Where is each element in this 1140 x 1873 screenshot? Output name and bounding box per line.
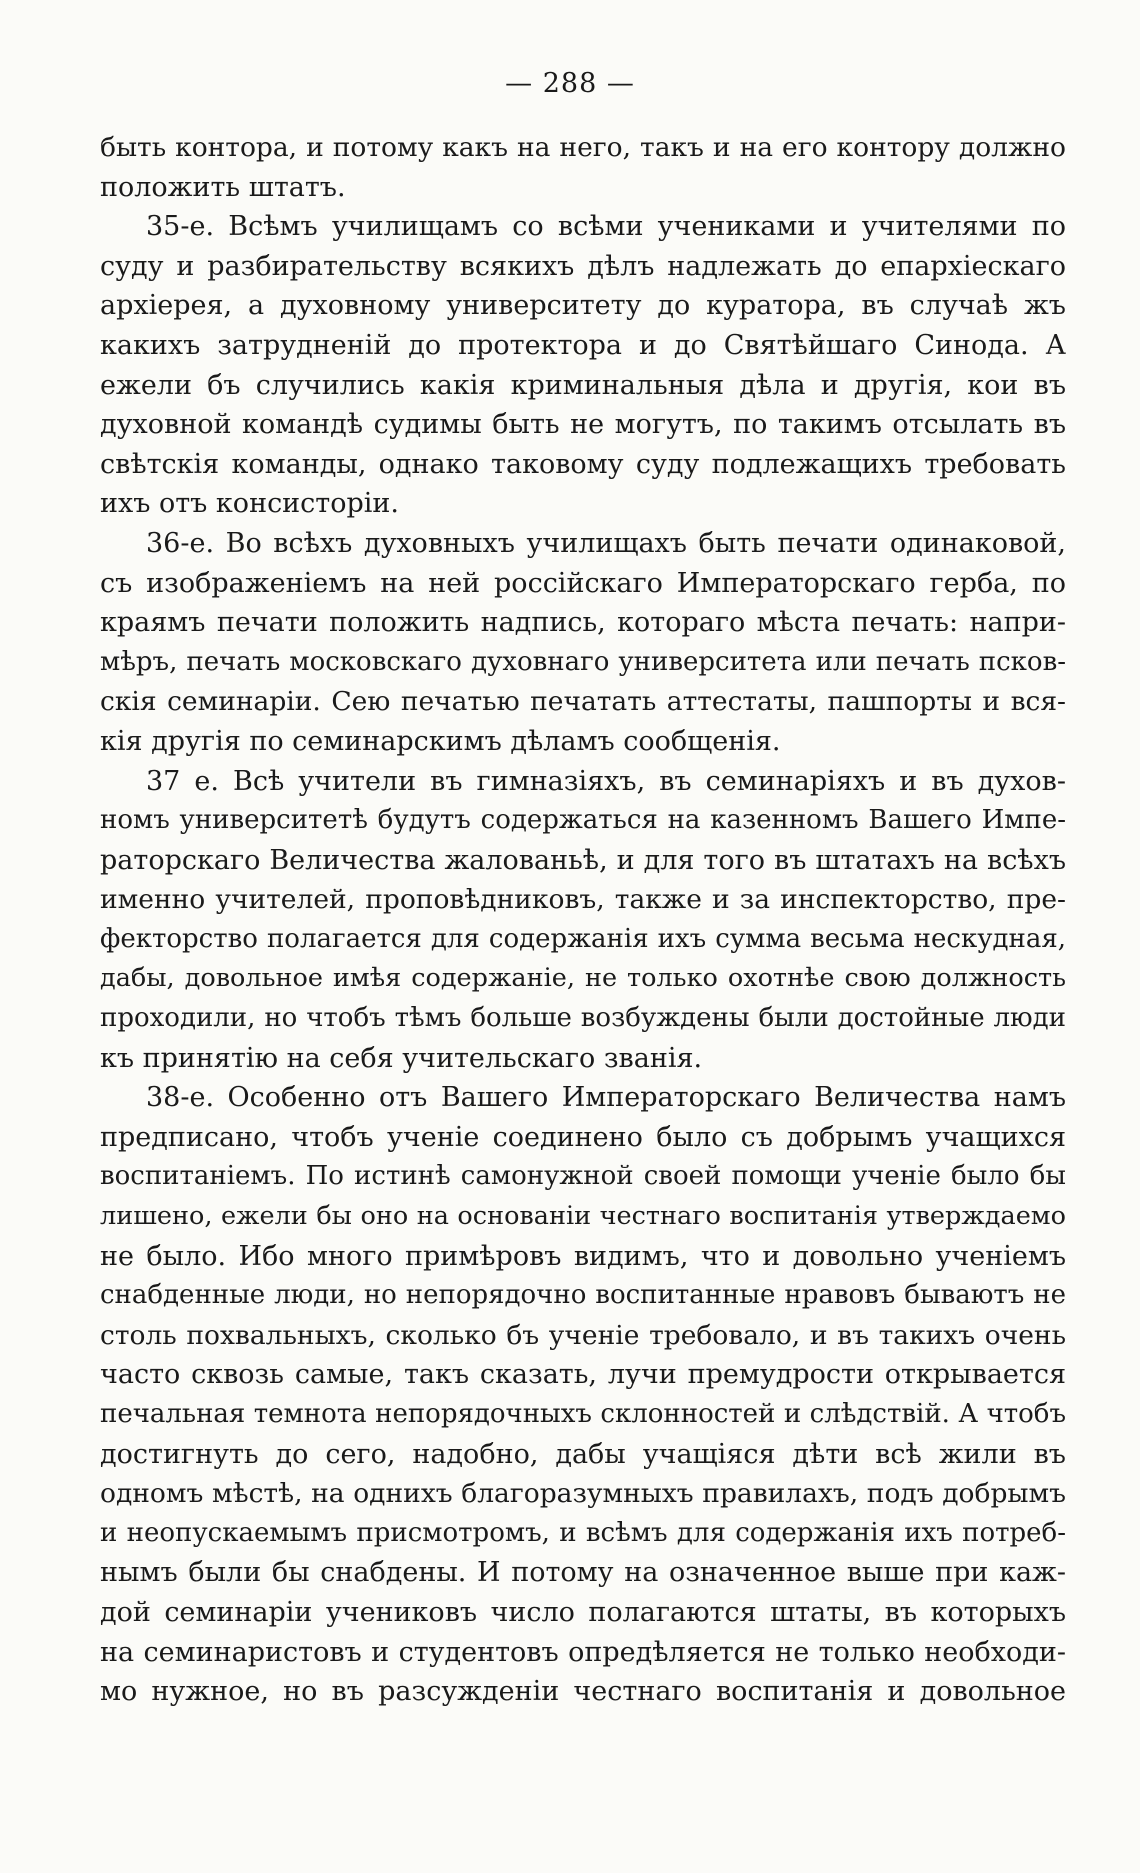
text-line: быть контора, и потому какъ на него, такъ и на его контору должно bbox=[100, 132, 1066, 163]
text-line: снабденные люди, но непорядочно воспитанные нравовъ бываютъ не bbox=[100, 1280, 1066, 1311]
text-line: мѣръ, печать московскаго духовнаго университета или печать псков- bbox=[100, 646, 1066, 677]
page-number: — 288 — bbox=[505, 68, 635, 99]
text-line: лишено, ежели бы оно на основаніи честнаго воспитанія утверждаемо bbox=[100, 1201, 1066, 1232]
text-line: не было. Ибо много примѣровъ видимъ, что и довольно ученіемъ bbox=[100, 1240, 1066, 1272]
text-line: дабы, довольное имѣя содержаніе, не только охотнѣе свою должность bbox=[100, 963, 1066, 994]
text-line: 35-е. Всѣмъ училищамъ со всѣми учениками и учителями по bbox=[146, 211, 1066, 243]
text-line: суду и разбирательству всякихъ дѣлъ надлежать до епархіескаго bbox=[100, 250, 1066, 282]
text-line: краямъ печати положить надпись, котораго мѣста печать: напри- bbox=[100, 607, 1066, 639]
text-line: мо нужное, но въ разсужденіи честнаго воспитанія и довольное bbox=[100, 1676, 1066, 1708]
text-line: столь похвальныхъ, сколько бъ ученіе требовало, и въ такихъ очень bbox=[100, 1319, 1066, 1351]
text-line: достигнуть до сего, надобно, дабы учащіяся дѣти всѣ жили въ bbox=[100, 1438, 1066, 1470]
text-line: ихъ отъ консисторіи. bbox=[100, 488, 399, 520]
text-line: предписано, чтобъ ученіе соединено было съ добрымъ учащихся bbox=[100, 1121, 1066, 1153]
text-line: ежели бъ случились какія криминальныя дѣла и другія, кои въ bbox=[100, 369, 1066, 401]
text-line: скія семинаріи. Сею печатью печатать аттестаты, пашпорты и вся- bbox=[100, 686, 1066, 718]
text-line: часто сквозь самые, такъ сказать, лучи премудрости открывается bbox=[100, 1359, 1066, 1391]
text-line: свѣтскія команды, однако таковому суду подлежащихъ требовать bbox=[100, 448, 1066, 480]
text-line: именно учителей, проповѣдниковъ, также и за инспекторство, пре- bbox=[100, 884, 1066, 916]
text-line: проходили, но чтобъ тѣмъ больше возбуждены были достойные люди bbox=[100, 1003, 1066, 1034]
text-line: воспитаніемъ. По истинѣ самонужной своей помощи ученіе было бы bbox=[100, 1161, 1066, 1192]
text-line: съ изображеніемъ на ней россійскаго Императорскаго герба, по bbox=[100, 567, 1066, 599]
text-line: печальная темнота непорядочныхъ склонностей и слѣдствій. А чтобъ bbox=[100, 1399, 1066, 1429]
text-line: 37 е. Всѣ учители въ гимназіяхъ, въ семинаріяхъ и въ духов- bbox=[146, 765, 1066, 797]
text-line: нымъ были бы снабдены. И потому на означенное выше при каж- bbox=[100, 1557, 1066, 1589]
text-line: на семинаристовъ и студентовъ опредѣляется не только необходи- bbox=[100, 1636, 1066, 1668]
text-line: номъ университетѣ будутъ содержаться на казенномъ Вашего Импе- bbox=[100, 805, 1066, 836]
text-line: и неопускаемымъ присмотромъ, и всѣмъ для содержанія ихъ потреб- bbox=[100, 1517, 1066, 1548]
text-line: фекторство полагается для содержанія ихъ сумма весьма нескудная, bbox=[100, 923, 1066, 954]
text-line: кія другія по семинарскимъ дѣламъ сообщенія. bbox=[100, 725, 781, 757]
text-line: дой семинаріи учениковъ число полагаются штаты, въ которыхъ bbox=[100, 1596, 1066, 1628]
text-line: 36-е. Во всѣхъ духовныхъ училищахъ быть печати одинаковой, bbox=[146, 527, 1066, 559]
text-line: положить штатъ. bbox=[100, 171, 346, 203]
body-text bbox=[100, 128, 1066, 1712]
text-line: какихъ затрудненій до протектора и до Святѣйшаго Синода. А bbox=[100, 329, 1066, 361]
text-line: къ принятію на себя учительскаго званія. bbox=[100, 1042, 703, 1074]
text-line: 38-е. Особенно отъ Вашего Императорскаго Величества намъ bbox=[146, 1082, 1066, 1114]
text-line: одномъ мѣстѣ, на однихъ благоразумныхъ правилахъ, подъ добрымъ bbox=[100, 1478, 1066, 1510]
text-line: духовной командѣ судимы быть не могутъ, по такимъ отсылать въ bbox=[100, 409, 1066, 441]
text-line: раторскаго Величества жалованьѣ, и для того въ штатахъ на всѣхъ bbox=[100, 844, 1066, 876]
text-line: архіерея, а духовному университету до куратора, въ случаѣ жъ bbox=[100, 290, 1066, 322]
